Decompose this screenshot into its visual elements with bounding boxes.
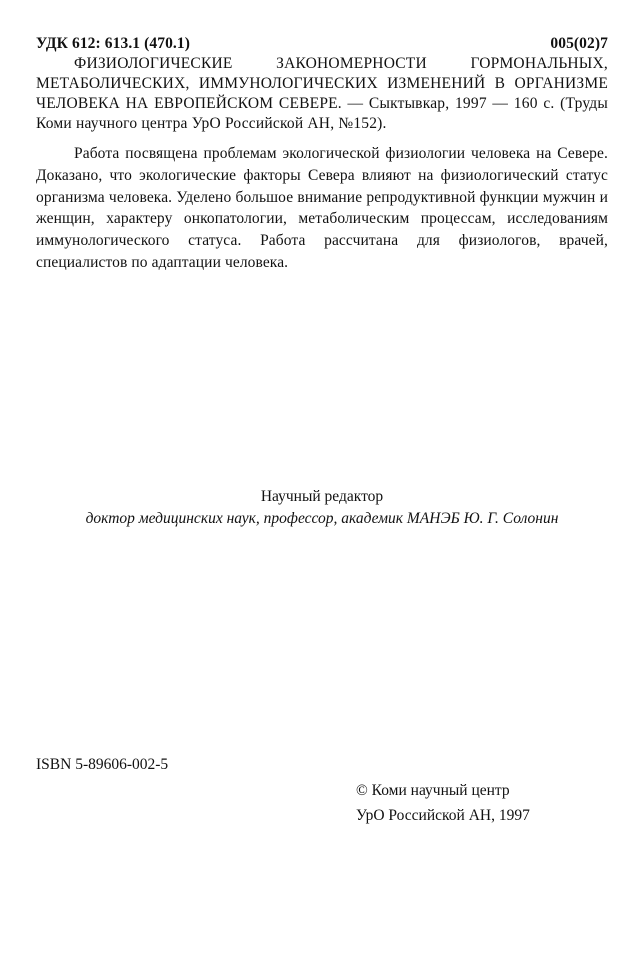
title-page-verso bbox=[36, 34, 608, 824]
udk-code: УДК 612: 613.1 (470.1) bbox=[36, 35, 191, 52]
isbn-number: ISBN 5-89606-002-5 bbox=[36, 756, 169, 773]
copyright-line-2: УрО Российской АН, 1997 bbox=[356, 807, 530, 824]
editor-title: Научный редактор bbox=[260, 488, 384, 505]
header-row bbox=[36, 34, 608, 54]
copyright-line-1: © Коми научный центр bbox=[356, 782, 510, 799]
annotation-paragraph: Работа посвящена проблемам экологической физиологии человека на Севере. Доказано, что экологические факторы Севера влияют на физиологический статус организма человека. Уделено большое внимание репродуктивной функции мужчин и женщин, характеру онкопатологии, метаболическим процессам, исследованиям иммунологического статуса. Работа рассчитана для физиологов, врачей, специалистов по адаптации человека. bbox=[36, 145, 608, 271]
classification-code: 005(02)7 bbox=[550, 35, 608, 52]
bibliographic-record: ФИЗИОЛОГИЧЕСКИЕ ЗАКОНОМЕРНОСТИ ГОРМОНАЛЬНЫХ, МЕТАБОЛИЧЕСКИХ, ИММУНОЛОГИЧЕСКИХ ИЗМЕНЕНИЙ В ОРГАНИЗМЕ ЧЕЛОВЕКА НА ЕВРОПЕЙСКОМ СЕВЕРЕ. — Сыктывкар, 1997 — 160 с. (Труды Коми научного центра УрО Российской АН, №152). bbox=[36, 55, 608, 132]
copyright-notice bbox=[356, 778, 530, 828]
editor-block bbox=[36, 486, 608, 531]
editor-name: доктор медицинских наук, профессор, академик МАНЭБ Ю. Г. Солонин bbox=[85, 510, 559, 527]
